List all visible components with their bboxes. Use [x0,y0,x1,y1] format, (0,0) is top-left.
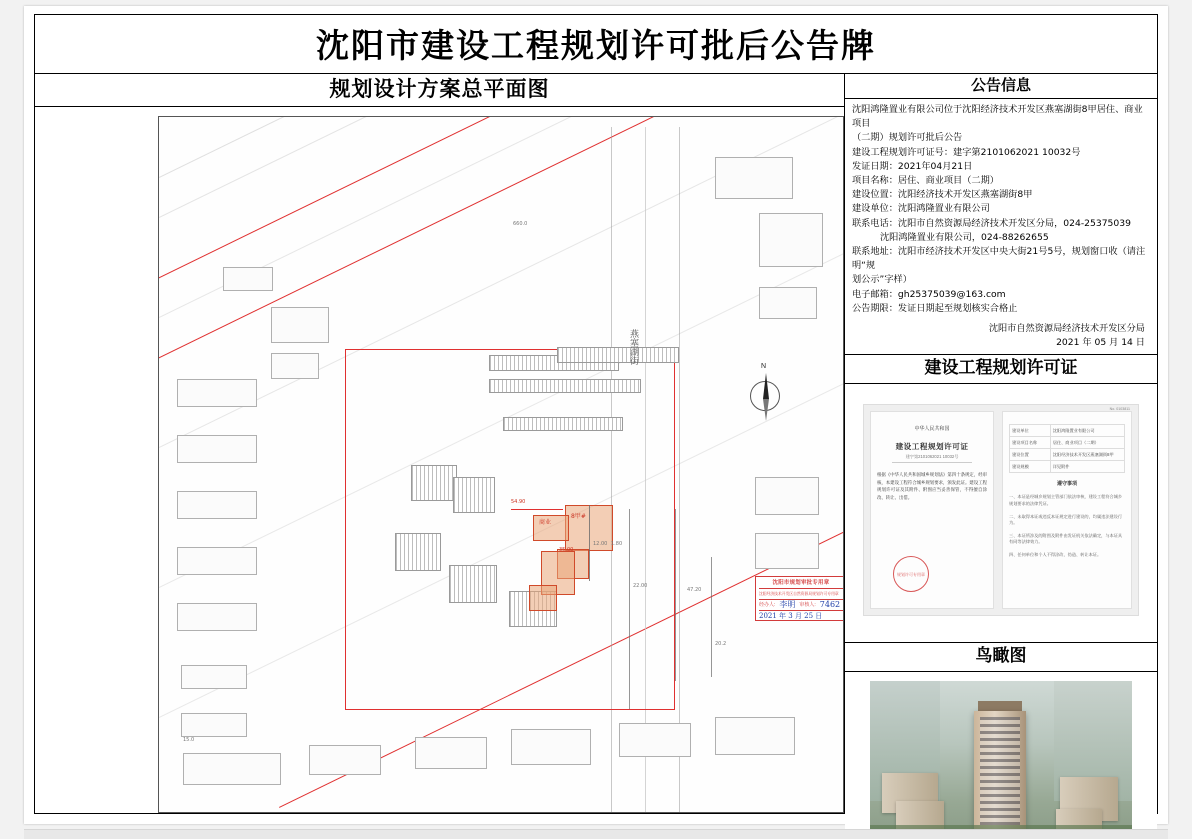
dimension-value: 47.20 [687,587,702,593]
permit-note-line: 一、本证是经城乡规划主管部门依法审核，建设工程符合城乡规划要求的法律凭证。 [1009,494,1123,507]
permit-paragraph: 根据《中华人民共和国城乡规划法》第四十条规定，经审核，本建设工程符合城乡规划要求，颁发此证。建设工程规划许可证及其附件、附图应当妥善保管，不得擅自涂改、转让、出借。 [877,472,987,500]
notice-line: （二期）规划许可批后公告 [852,132,963,144]
permit-number: 建字第2101062021 10032号 [892,453,971,463]
info-panel [844,74,1157,813]
existing-building [619,723,691,757]
permit-field-value: 沈阳经济技术开发区燕塞湖街8甲 [1052,452,1114,458]
site-plan-title: 规划设计方案总平面图 [329,76,550,101]
approval-stamp [755,576,844,621]
notice-line: 联系电话：沈阳市自然资源局经济技术开发区分局，024-25375039 [852,217,1131,229]
dimension-value: 1.80 [611,541,623,547]
permit-field-value: 居住、商业项目（二期） [1052,440,1099,446]
footer-bar [24,829,1168,839]
existing-building [271,353,319,379]
stamp-reviewer-label: 审核人: [799,602,816,608]
context-line [159,116,776,178]
announcement-board [24,6,1168,824]
site-boundary [345,709,675,710]
dimension-line [629,509,630,709]
dimension-value: 35.00 [559,547,574,553]
dimension-line [589,505,590,581]
existing-building [415,737,487,769]
existing-building [177,547,257,575]
north-arrow [743,365,785,423]
dimension-value: 54.90 [511,499,526,505]
stamp-reviewer-handwriting: 7462 [819,600,841,609]
permit-title: 建设工程规划许可证 [895,442,969,452]
existing-building [759,287,817,319]
street-name-label: 燕塞湖街 [628,329,638,365]
compass-needle-north [763,373,769,399]
page-title: 沈阳市建设工程规划许可批后公告牌 [316,26,876,65]
stamp-date: 2021 年 3 月 25 日 [759,612,823,620]
stamp-operator-label: 经办人: [759,602,776,608]
aerial-rendering [870,681,1132,839]
permit-cert-code: No. 0103811 [1109,407,1130,412]
parking-row [453,477,495,513]
notice-line: 电子邮箱：gh25375039@163.com [852,288,1006,300]
permit-note-line: 四、任何单位和个人不得涂改、伪造、转让本证。 [1009,552,1102,558]
dimension-value: 15.0 [183,737,195,743]
existing-building [271,307,329,343]
stamp-title: 沈阳市规划审批专用章 [772,580,830,586]
compass-needle-south [763,399,769,421]
notice-line: 建设位置：沈阳经济技术开发区燕塞湖街8甲 [852,189,1033,201]
existing-building [511,729,591,765]
permit-field-value: 沈阳鸿隆置业有限公司 [1052,428,1095,434]
parking-row [411,465,457,501]
permit-field-table [1009,424,1125,473]
permit-field-value: 详见附件 [1052,464,1070,470]
dimension-value: 20.2 [715,641,727,647]
building-label-commercial: 商业 [539,519,552,526]
permit-note-line: 二、未取得本证或违反本证规定进行建设的，均属违法建设行为。 [1009,513,1123,526]
site-plan-drawing[interactable] [158,116,844,813]
parking-row [449,565,497,603]
permit-country: 中华人民共和国 [914,426,950,433]
permit-field-row [1009,436,1125,448]
notice-signature-org: 沈阳市自然资源局经济技术开发区分局 [988,323,1145,335]
site-plan-divider [35,106,844,107]
site-plan-panel [35,74,844,813]
stamp-subtitle: 沈阳经济技术开发区自然资源局规划许可专用章 [759,592,839,596]
notice-signature-date: 2021 年 05 月 14 日 [1056,337,1145,349]
notice-body [845,99,1157,354]
notice-line: 项目名称：居住、商业项目（二期） [852,175,999,187]
notice-line: 建设单位：沈阳鸿隆置业有限公司 [852,203,990,215]
dimension-line [511,509,563,510]
permit-cover-page [870,411,994,609]
permit-detail-page [1002,411,1132,609]
existing-building [181,665,247,689]
notice-header: 公告信息 [845,74,1157,99]
stamp-divider [759,588,843,589]
existing-building [755,533,819,569]
existing-building [177,379,257,407]
dimension-value: 12.00 [593,541,608,547]
aerial-header: 鸟瞰图 [845,642,1157,672]
notice-line: 联系地址：沈阳市经济技术开发区中央大街21号5号，规划窗口收（请注明“规 [852,246,1146,272]
notice-line: 公告期限：发证日期起至规划核实合格止 [852,302,1018,314]
existing-building [715,157,793,199]
existing-building [183,753,281,785]
permit-notes-title: 遵守事项 [1056,481,1077,488]
existing-building [177,491,257,519]
permit-field-key: 建设单位 [1010,425,1051,436]
aerial-image-area[interactable] [845,672,1157,839]
red-boundary-line [158,116,844,368]
aerial-main-tower [974,711,1026,833]
existing-building [177,603,257,631]
north-label: N [761,363,767,370]
permit-field-key: 建设项目名称 [1010,437,1051,448]
stamp-operator-handwriting: 李明 [779,600,796,609]
parking-row [557,347,679,363]
permit-field-key: 建设规模 [1010,461,1051,472]
permit-header: 建设工程规划许可证 [845,354,1157,384]
existing-building [755,477,819,515]
permit-image-area[interactable] [845,384,1157,642]
existing-building [309,745,381,775]
street-edge [679,127,680,813]
dimension-label-top: 660.0 [513,221,528,227]
permit-note-line: 三、本证所涉及的附图及附件由发证机关依法确定，与本证具有同等法律效力。 [1009,532,1123,545]
existing-building [715,717,795,755]
existing-building [759,213,823,267]
dimension-line [675,509,676,681]
permit-field-row [1009,460,1125,473]
building-label-8a: 8甲# [571,513,586,520]
permit-red-stamp: 规划许可专用章 [893,556,929,592]
dimension-line [711,557,712,677]
existing-building [177,435,257,463]
red-boundary-line [158,116,844,288]
parking-row [395,533,441,571]
permit-field-row [1009,424,1125,436]
notice-line: 发证日期：2021年04月21日 [852,160,973,172]
dimension-value: 22.00 [633,583,648,589]
notice-line: 建设工程规划许可证号：建字第2101062021 10032号 [852,146,1081,158]
permit-field-row [1009,448,1125,460]
existing-building [181,713,247,737]
site-plan-canvas [159,117,843,812]
notice-line: 划公示”字样） [852,274,912,286]
parking-row [503,417,623,431]
permit-certificate-image [863,404,1139,616]
notice-line: 沈阳鸿隆置业有限公司，024-88262655 [880,231,1049,243]
notice-line: 沈阳鸿隆置业有限公司位于沈阳经济技术开发区燕塞湖街8甲居住、商业项目 [852,104,1143,130]
new-building-small [529,585,557,611]
site-boundary [345,349,346,709]
existing-building [223,267,273,291]
stamp-divider [759,610,843,611]
parking-row [489,379,641,393]
permit-field-key: 建设位置 [1010,449,1051,460]
